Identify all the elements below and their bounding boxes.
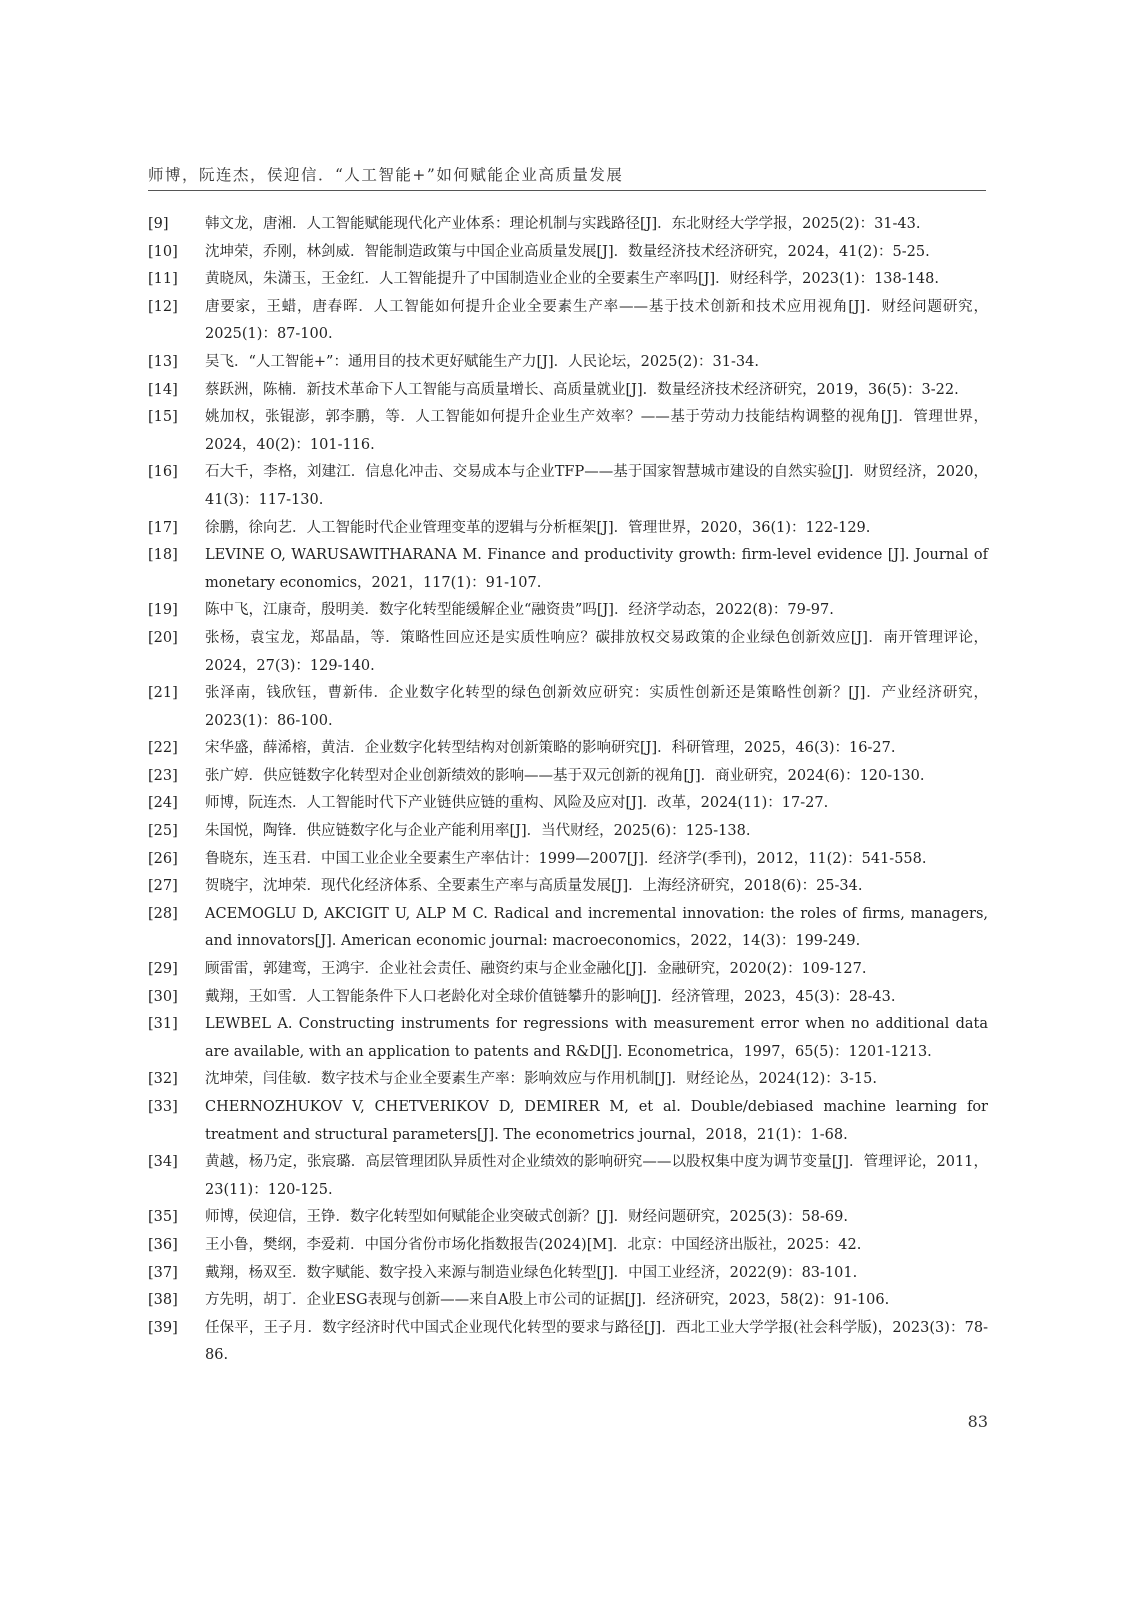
reference-number: [21] [148, 685, 178, 702]
reference-text: 蔡跃洲，陈楠．新技术革命下人工智能与高质量增长、高质量就业[J]．数量经济技术经济研究，2019，36(5)：3-22. [205, 381, 959, 398]
reference-item [148, 818, 988, 846]
reference-item [148, 515, 988, 543]
reference-number: [14] [148, 381, 178, 398]
reference-item [148, 1149, 988, 1204]
reference-item [148, 404, 988, 459]
reference-number: [28] [148, 905, 178, 922]
reference-item [148, 790, 988, 818]
reference-text: 任保平，王子月．数字经济时代中国式企业现代化转型的要求与路径[J]．西北工业大学学报(社会科学版)，2023(3)：78-86. [205, 1319, 988, 1364]
reference-text: 姚加权，张锟澎，郭李鹏，等．人工智能如何提升企业生产效率？——基于劳动力技能结构调整的视角[J]．管理世界，2024，40(2)：101-116. [205, 409, 988, 453]
reference-item [148, 984, 988, 1012]
reference-number: [25] [148, 823, 178, 840]
reference-number: [37] [148, 1264, 178, 1281]
reference-item [148, 680, 988, 735]
reference-item [148, 1260, 988, 1288]
reference-item [148, 266, 988, 294]
reference-text: 吴飞．“人工智能+”：通用目的技术更好赋能生产力[J]．人民论坛，2025(2)：31-34. [205, 353, 759, 370]
reference-number: [30] [148, 988, 178, 1005]
reference-number: [39] [148, 1319, 178, 1336]
reference-item [148, 1232, 988, 1260]
reference-number: [34] [148, 1154, 178, 1171]
reference-item [148, 211, 988, 239]
reference-number: [15] [148, 409, 178, 426]
reference-item [148, 597, 988, 625]
reference-number: [18] [148, 547, 178, 564]
reference-text: 黄越，杨乃定，张宸璐．高层管理团队异质性对企业绩效的影响研究——以股权集中度为调节变量[J]．管理评论，2011，23(11)：120-125. [205, 1154, 988, 1198]
reference-item [148, 1094, 988, 1149]
reference-text: 陈中飞，江康奇，殷明美．数字化转型能缓解企业“融资贵”吗[J]．经济学动态，2022(8)：79-97. [205, 602, 834, 619]
reference-item [148, 846, 988, 874]
reference-item [148, 542, 988, 597]
reference-item [148, 901, 988, 956]
reference-number: [11] [148, 271, 178, 288]
reference-text: 鲁晓东，连玉君．中国工业企业全要素生产率估计：1999—2007[J]．经济学(季刊)，2012，11(2)：541-558. [205, 850, 927, 867]
reference-item [148, 1287, 988, 1315]
reference-item [148, 239, 988, 267]
reference-item [148, 1066, 988, 1094]
reference-text: 师博，阮连杰．人工智能时代下产业链供应链的重构、风险及应对[J]．改革，2024(11)：17-27. [205, 795, 829, 812]
reference-number: [12] [148, 298, 178, 315]
reference-text: 王小鲁，樊纲，李爱莉．中国分省份市场化指数报告(2024)[M]．北京：中国经济出版社，2025：42. [205, 1236, 862, 1253]
reference-number: [38] [148, 1292, 178, 1309]
reference-number: [33] [148, 1099, 178, 1115]
reference-item [148, 1315, 988, 1370]
reference-number: [27] [148, 878, 178, 895]
reference-item [148, 956, 988, 984]
reference-text: 沈坤荣，闫佳敏．数字技术与企业全要素生产率：影响效应与作用机制[J]．财经论丛，2024(12)：3-15. [205, 1071, 877, 1088]
reference-text: 宋华盛，薛浠榕，黄洁．企业数字化转型结构对创新策略的影响研究[J]．科研管理，2025，46(3)：16-27. [205, 740, 896, 757]
reference-text: CHERNOZHUKOV V, CHETVERIKOV D, DEMIRER M, et al. Double/debiased machine learning for treatment and structural parameters[J]. The econometrics journal，2018，21(1)：1-68. [205, 1099, 988, 1143]
reference-text: 师博，侯迎信，王铮．数字化转型如何赋能企业突破式创新？[J]．财经问题研究，2025(3)：58-69. [205, 1209, 848, 1226]
reference-text: 戴翔，王如雪．人工智能条件下人口老龄化对全球价值链攀升的影响[J]．经济管理，2023，45(3)：28-43. [205, 988, 896, 1005]
reference-number: [31] [148, 1016, 178, 1033]
reference-item [148, 294, 988, 349]
reference-number: [9] [148, 216, 169, 232]
reference-item [148, 1011, 988, 1066]
reference-number: [26] [148, 850, 178, 867]
reference-item [148, 625, 988, 680]
reference-number: [22] [148, 740, 178, 757]
reference-item [148, 763, 988, 791]
reference-text: 石大千，李格，刘建江．信息化冲击、交易成本与企业TFP——基于国家智慧城市建设的自然实验[J]．财贸经济，2020，41(3)：117-130. [205, 464, 988, 508]
reference-text: ACEMOGLU D, AKCIGIT U, ALP M C. Radical and incremental innovation: the roles of firms, managers, and innovators[J]. American economic journal: macroeconomics，2022，14(3)：199-249. [205, 905, 988, 950]
reference-text: 张泽南，钱欣钰，曹新伟．企业数字化转型的绿色创新效应研究：实质性创新还是策略性创新？[J]．产业经济研究，2023(1)：86-100. [205, 685, 988, 729]
reference-item [148, 459, 988, 514]
reference-number: [10] [148, 243, 178, 260]
reference-text: 沈坤荣，乔刚，林剑威．智能制造政策与中国企业高质量发展[J]．数量经济技术经济研究，2024，41(2)：5-25. [205, 243, 930, 260]
reference-number: [32] [148, 1071, 178, 1088]
reference-number: [20] [148, 629, 178, 646]
reference-text: 徐鹏，徐向艺．人工智能时代企业管理变革的逻辑与分析框架[J]．管理世界，2020，36(1)：122-129. [205, 519, 871, 536]
reference-text: 唐要家，王蜡，唐春晖．人工智能如何提升企业全要素生产率——基于技术创新和技术应用视角[J]．财经问题研究，2025(1)：87-100. [205, 298, 988, 343]
reference-text: 黄晓凤，朱潇玉，王金红．人工智能提升了中国制造业企业的全要素生产率吗[J]．财经科学，2023(1)：138-148. [205, 271, 939, 288]
reference-number: [17] [148, 519, 178, 536]
reference-text: 戴翔，杨双至．数字赋能、数字投入来源与制造业绿色化转型[J]．中国工业经济，2022(9)：83-101. [205, 1264, 858, 1281]
reference-item [148, 735, 988, 763]
reference-item [148, 349, 988, 377]
page-number: 83 [967, 1412, 988, 1431]
reference-text: 顾雷雷，郭建鸾，王鸿宇．企业社会责任、融资约束与企业金融化[J]．金融研究，2020(2)：109-127. [205, 961, 867, 978]
reference-number: [16] [148, 464, 178, 481]
reference-number: [23] [148, 767, 178, 784]
reference-number: [24] [148, 795, 178, 812]
reference-item [148, 377, 988, 405]
reference-number: [36] [148, 1236, 178, 1253]
reference-text: 朱国悦，陶锋．供应链数字化与企业产能利用率[J]．当代财经，2025(6)：125-138. [205, 823, 751, 840]
reference-item [148, 873, 988, 901]
reference-text: LEWBEL A. Constructing instruments for regressions with measurement error when no additional data are available, with an application to patents and R&D[J]. Econometrica，1997，65(5)：1201-1213. [205, 1016, 988, 1060]
reference-number: [29] [148, 961, 178, 978]
reference-text: 方先明，胡丁．企业ESG表现与创新——来自A股上市公司的证据[J]．经济研究，2023，58(2)：91-106. [205, 1292, 890, 1309]
running-header-title: 师博，阮连杰，侯迎信．“人工智能+”如何赋能企业高质量发展 [148, 166, 624, 184]
reference-list [148, 211, 988, 1370]
reference-text: LEVINE O, WARUSAWITHARANA M. Finance and productivity growth: firm-level evidence [J]. Journal of monetary economics，2021，117(1)：91-107. [205, 547, 988, 591]
reference-text: 张杨，袁宝龙，郑晶晶，等．策略性回应还是实质性响应？碳排放权交易政策的企业绿色创新效应[J]．南开管理评论，2024，27(3)：129-140. [205, 629, 988, 674]
header-divider [148, 190, 986, 191]
reference-text: 张广婷．供应链数字化转型对企业创新绩效的影响——基于双元创新的视角[J]．商业研究，2024(6)：120-130. [205, 767, 925, 784]
reference-text: 韩文龙，唐湘．人工智能赋能现代化产业体系：理论机制与实践路径[J]．东北财经大学学报，2025(2)：31-43. [205, 216, 921, 232]
reference-item [148, 1204, 988, 1232]
reference-number: [35] [148, 1209, 178, 1226]
reference-number: [13] [148, 353, 178, 370]
reference-text: 贺晓宇，沈坤荣．现代化经济体系、全要素生产率与高质量发展[J]．上海经济研究，2018(6)：25-34. [205, 878, 863, 895]
reference-number: [19] [148, 602, 178, 619]
